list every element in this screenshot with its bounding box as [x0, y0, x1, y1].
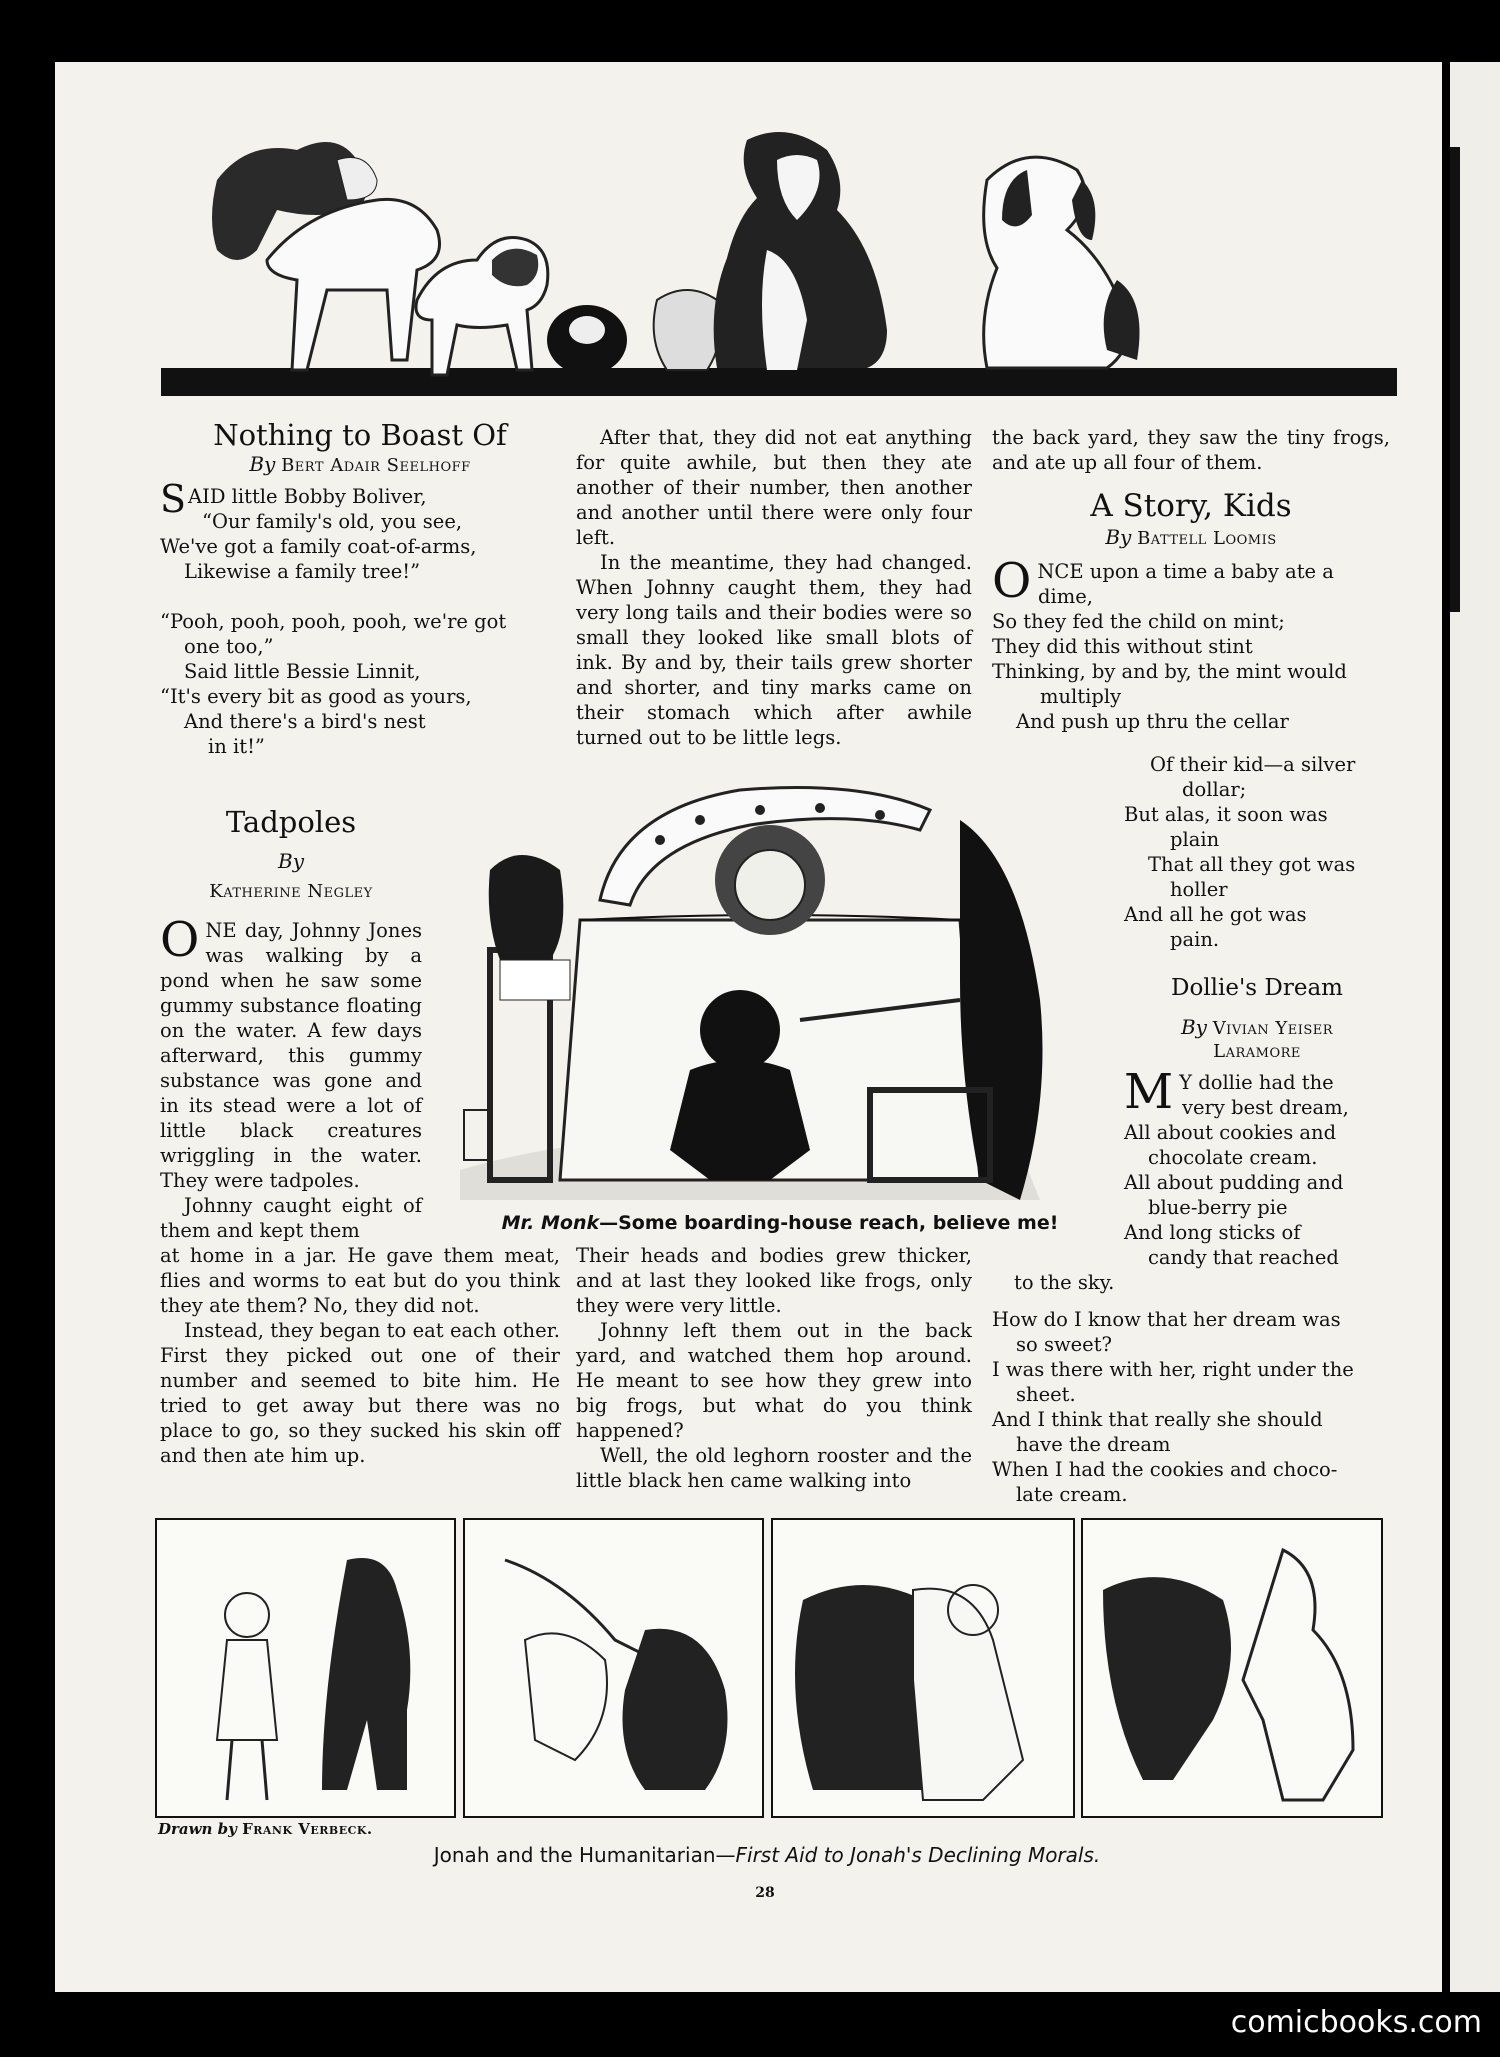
comic-panel-2-drawing [465, 1520, 762, 1816]
poem-a-story-kids-narrow: Of their kid—a silver dollar; But alas, it soon was plain That all they got was holler And all he got was pain. [1124, 753, 1356, 951]
comic-credit: Drawn by Frank Verbeck. [158, 1820, 373, 1838]
story-tadpoles-continued-top: After that, they did not eat anything for quite awhile, but then they ate another of their number, then another and another until there were only four left. In the meantime, they had changed. When Johnny caught them, they had very long tails and their bodies were so small they looked like small blots of ink. By and by, their tails grew shorter and shorter, and tiny marks came on their stomach which after awhile turned out to be little legs. [576, 426, 972, 749]
story-author: Katherine Negley [209, 881, 373, 902]
story-tadpoles-text-wide: at home in a jar. He gave them meat, flies and worms to eat but do you think they ate them? No, they did not. Instead, they began to eat each other. First they picked out one of their number and seemed to bite him. He tried to get away but there was no place to go, so they sucked his skin off and then ate him up. [160, 1244, 560, 1467]
story-tadpoles-continued-bottom: Their heads and bodies grew thicker, and at last they looked like frogs, only they were very little. Johnny left them out in the back yard, and watched them hop around. He meant to see how they grew into big frogs, but what do you think happened? Well, the old leghorn rooster and the little black hen came walking into [576, 1244, 972, 1492]
poem-byline: By Bert Adair Seelhoff [249, 452, 471, 476]
dogs-banner-illustration [107, 100, 1397, 400]
drop-cap: S [160, 477, 187, 521]
poem-dollies-dream-heading: Dollie's Dream By Vivian Yeiser Laramore [1124, 975, 1390, 1062]
comic-caption: Jonah and the Humanitarian—First Aid to Jonah's Declining Morals. [433, 1843, 1101, 1867]
adjacent-page-edge [1450, 62, 1500, 1992]
story-tadpoles-conclusion: the back yard, they saw the tiny frogs, and ate up all four of them. [992, 426, 1390, 474]
page-number: 28 [755, 1885, 775, 1901]
poem-dollies-dream-wide: to the sky. How do I know that her dream was so sweet? I was there with her, right under the sheet. And I think that really she should have the dream When I had the cookies and choco- late cream. [992, 1271, 1354, 1506]
illustration-caption: Mr. Monk—Some boarding-house reach, believe me! [501, 1212, 1059, 1234]
poem-a-story-kids: A Story, Kids By Battell Loomis ONCE upon a time a baby ate a dime, So they fed the child on mint; They did this without stint Thinking, by and by, the mint would multiply And push up thru the cellar [992, 494, 1390, 734]
poem-title: Dollie's Dream [1171, 975, 1343, 1001]
poem-title: A Story, Kids [1090, 488, 1292, 524]
story-title: Tadpoles [225, 805, 357, 839]
comic-panel-1 [155, 1518, 456, 1818]
comic-panel-3 [771, 1518, 1075, 1818]
drop-cap: O [992, 553, 1032, 609]
poem-dollies-dream-narrow: M Y dollie had the very best dream, All about cookies and chocolate cream. All about pudding and blue-berry pie And long sticks of candy that reached [1124, 1064, 1349, 1269]
poem-byline: By Vivian Yeiser [1180, 1015, 1334, 1039]
drop-cap: M [1124, 1064, 1174, 1120]
story-tadpoles-text-narrow: ONE day, Johnny Jones was walking by a pond when he saw some gummy substance floating on the water. A few days afterward, this gummy substance was gone and in its stead were a lot of little black creatures wriggling in the water. They were tadpoles. Johnny caught eight of them and kept them [160, 912, 422, 1242]
drop-cap: O [160, 912, 200, 968]
poem-nothing-to-boast-of: Nothing to Boast Of By Bert Adair Seelhoff SAID little Bobby Boliver, “Our family's old, you see, We've got a family coat-of-arms, Likewise a family tree!” “Pooh, pooh, pooh, pooh, we're got one too,” Said little Bessie Linnit, “It's every bit as good as yours, And there's a bird's nest in it!” [160, 423, 560, 759]
comic-panel-3-drawing [773, 1520, 1073, 1816]
mr-monk-illustration [460, 780, 1100, 1218]
adjacent-page-dark-block [1450, 147, 1460, 612]
poem-title: Nothing to Boast Of [213, 418, 507, 452]
story-tadpoles-heading: Tadpoles By Katherine Negley [160, 805, 422, 902]
comic-panel-1-drawing [157, 1520, 454, 1816]
site-watermark: comicbooks.com [1230, 2005, 1482, 2040]
comic-panel-2 [463, 1518, 764, 1818]
poem-byline: By Battell Loomis [1105, 525, 1277, 549]
comic-panel-4 [1081, 1518, 1383, 1818]
comic-panel-4-drawing [1083, 1520, 1381, 1816]
